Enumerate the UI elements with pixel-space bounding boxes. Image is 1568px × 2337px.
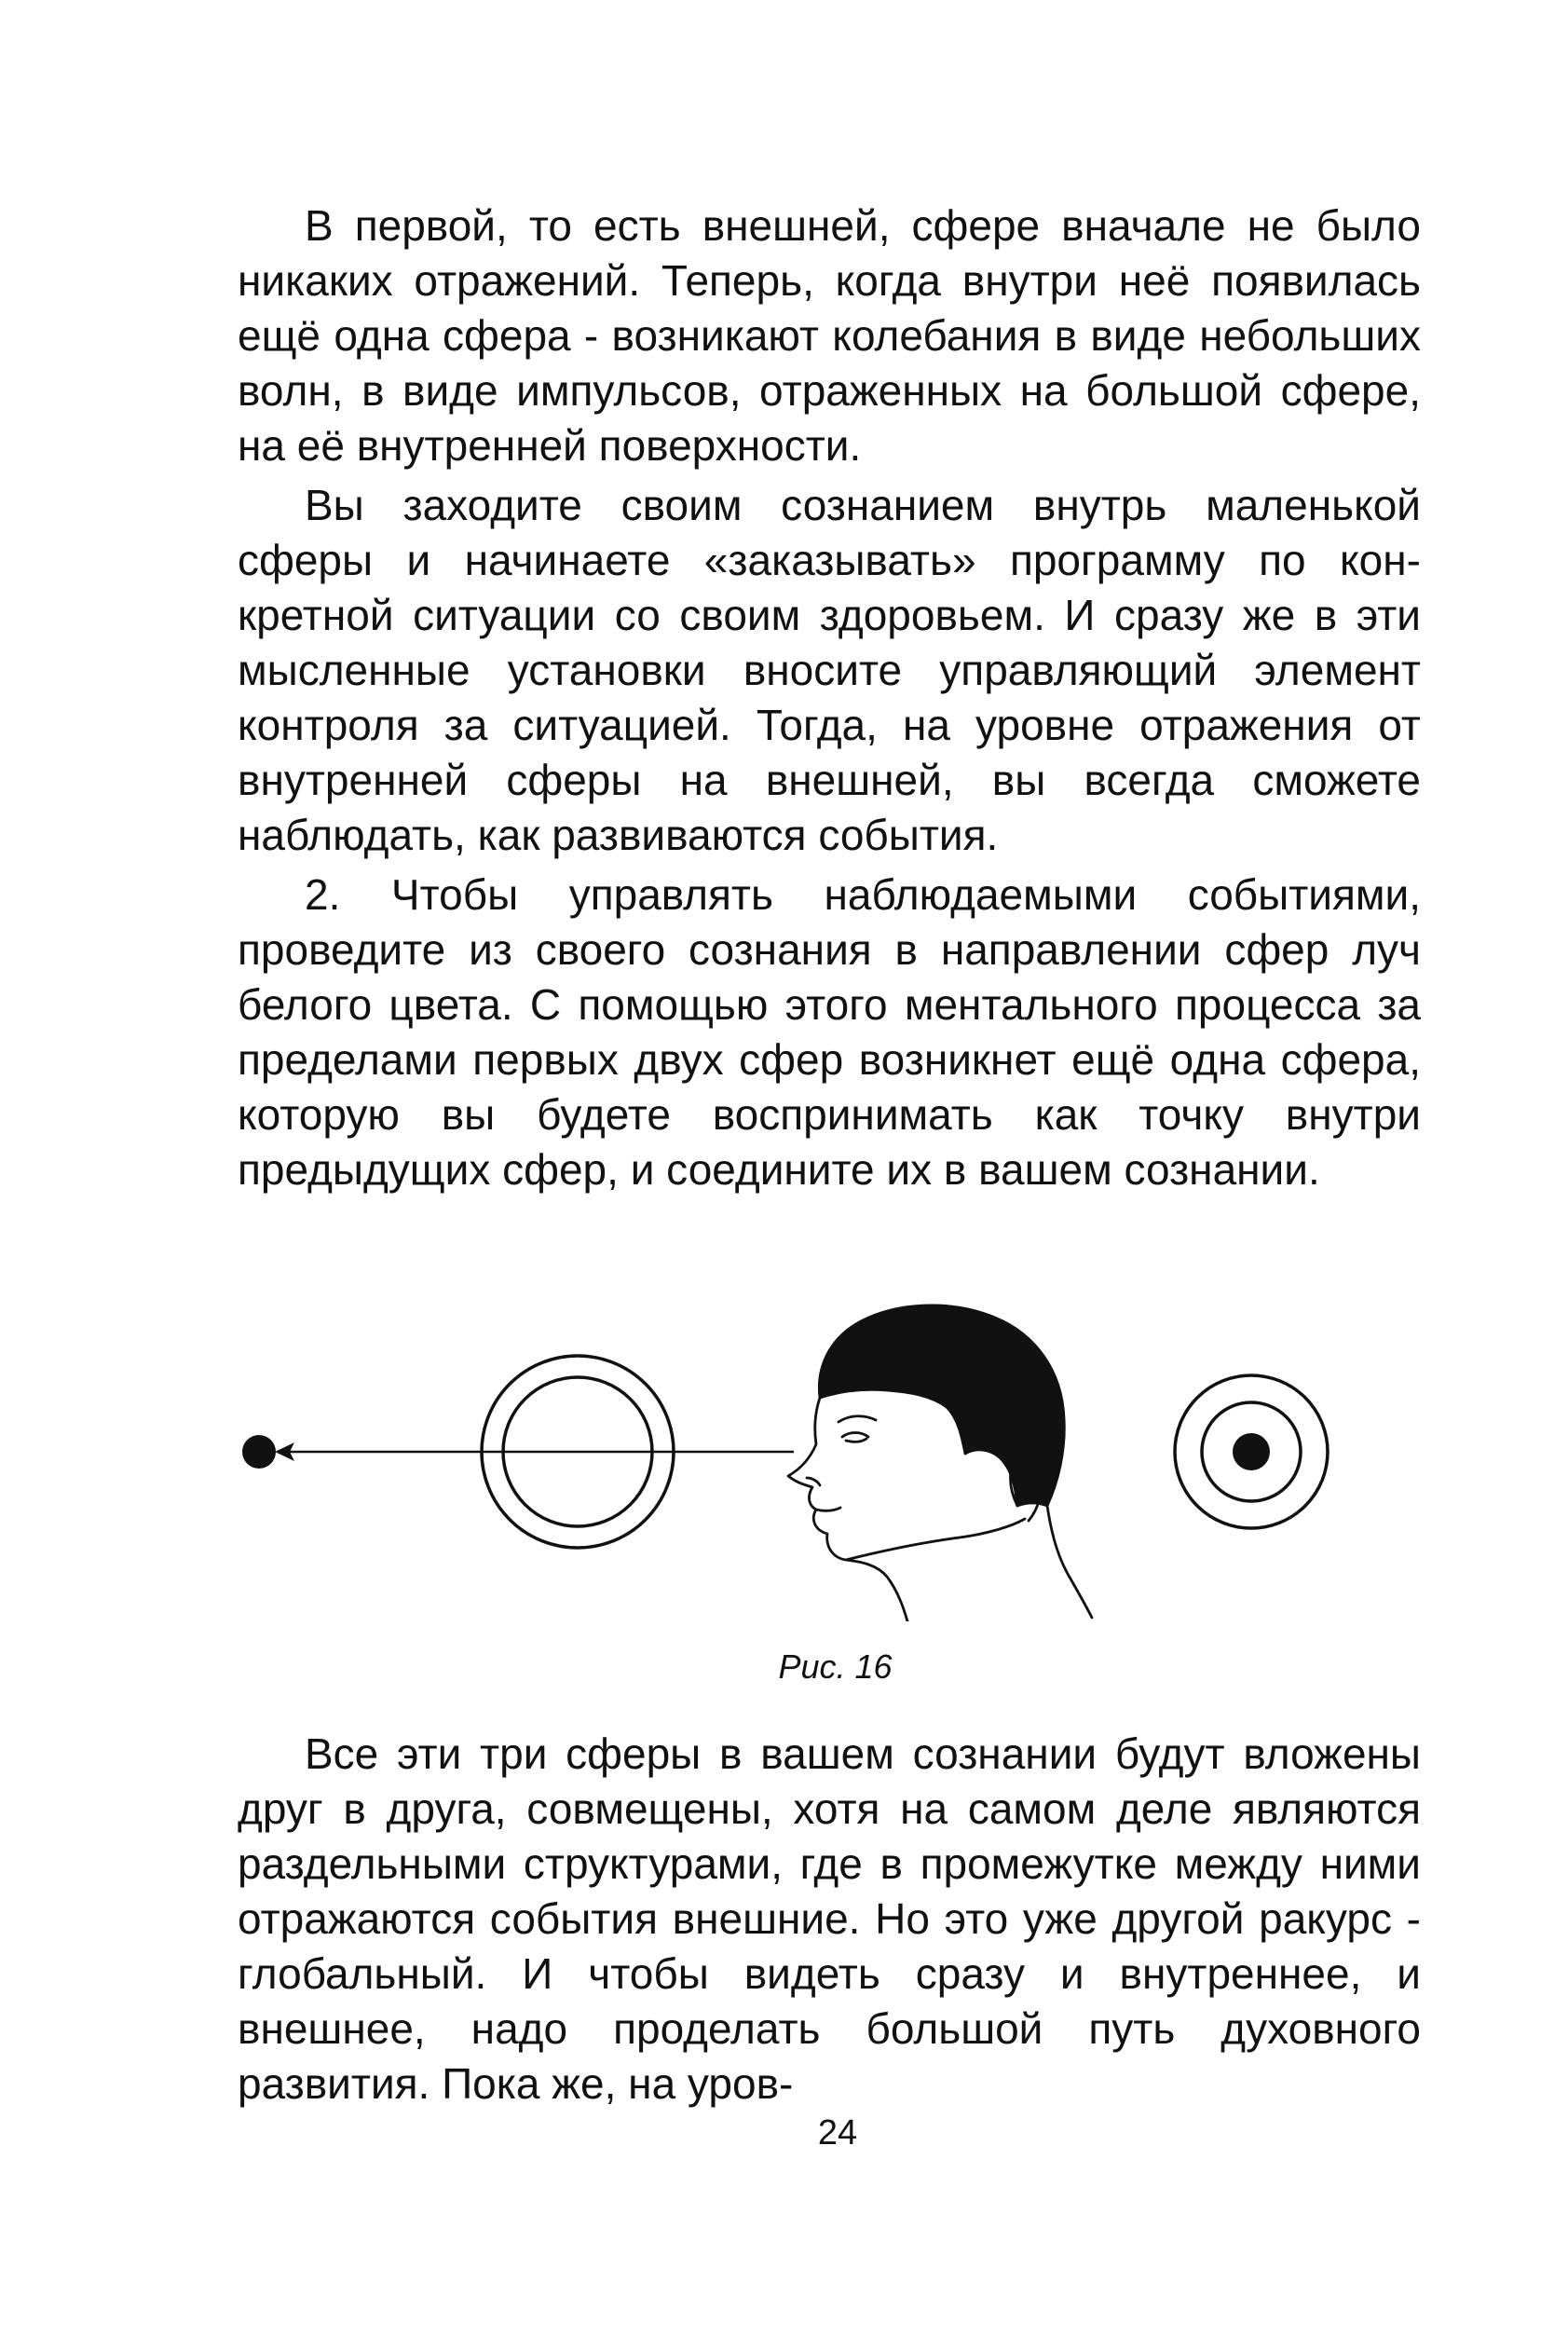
page-number: 24 (817, 2113, 858, 2152)
figure-16 (224, 1286, 1398, 1621)
figure-caption: Рис. 16 (778, 1647, 893, 1686)
text-block-top (238, 198, 1421, 1202)
eye (842, 1433, 868, 1438)
face (788, 1398, 907, 1621)
paragraph-4: Все эти три сферы в вашем сознании будут вложены друг в друга, совмещены, хотя на самом деле являются раздельными структурами, где в промежутке между ними отражаются события внешние. Но это уже другой ракурс - глобальный. И чтобы видеть сразу и внутреннее, и внешнее, надо проделать большой путь духовного развития. Пока же, на уров- (238, 1729, 1421, 2108)
text-block-bottom (238, 1727, 1421, 2116)
paragraph-2: Вы заходите своим сознанием внутрь маленькой сферы и начинаете «заказывать» программу по конкретной ситуации со своим здоровьем. И сразу же в эти мысленные установки вносите управляющий элемент контроля за ситуацией. Тогда, на уровне отражения от внутренней сферы на внешней, вы всегда сможете наблюдать, как развиваются события. (238, 481, 1421, 859)
right-center-dot (1233, 1433, 1270, 1470)
jaw (846, 1519, 1025, 1560)
mouth (816, 1508, 840, 1510)
neck-back (1047, 1506, 1092, 1618)
target-dot (242, 1435, 276, 1469)
figure-illustration (224, 1286, 1398, 1621)
head-profile (788, 1305, 1092, 1621)
paragraph-1: В первой, то есть внешней, сфере вначале не было никаких отражений. Теперь, когда внутри неё появилась ещё одна сфера - возникают колебания в виде небольших волн, в виде импульсов, отраженных на большой сфере, на её внутренней поверхности. (238, 201, 1421, 470)
paragraph-3: 2. Чтобы управлять наблюдаемыми событиями, проведите из своего сознания в направлении сфер луч белого цвета. С помощью этого ментального процесса за пределами первых двух сфер возникнет ещё одна сфера, которую вы будете воспринимать как точку внутри предыдущих сфер, и соедините их в вашем сознании. (238, 870, 1421, 1194)
eyebrow (839, 1416, 876, 1422)
